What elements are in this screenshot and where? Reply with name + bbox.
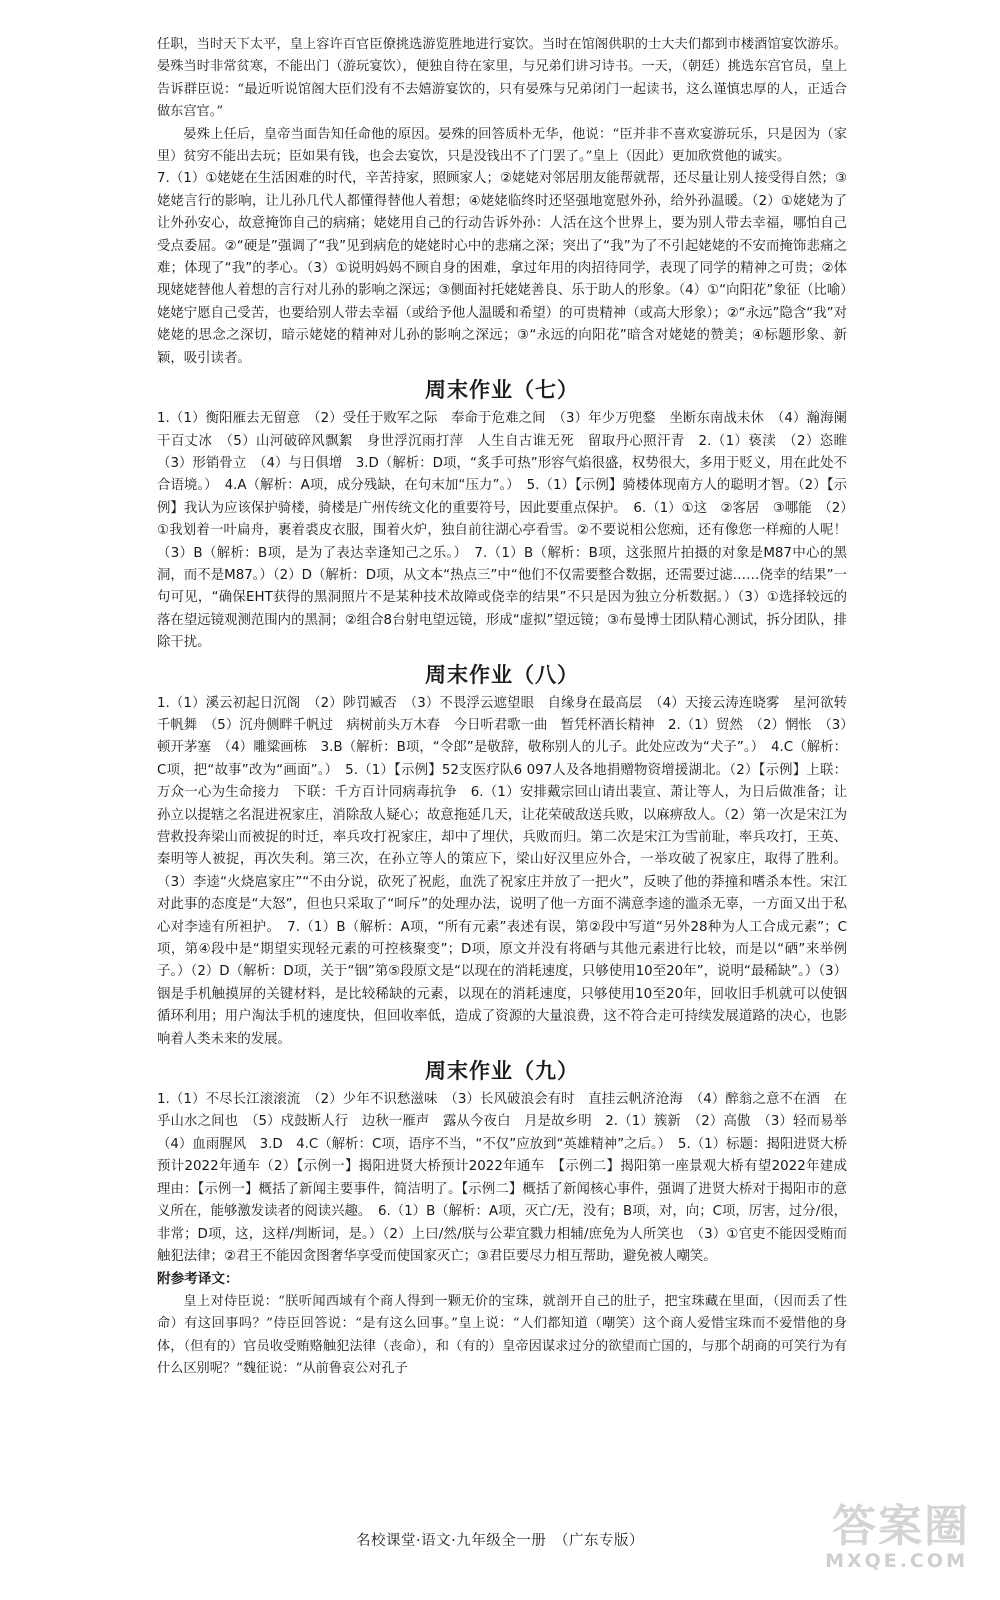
page-content [157,34,861,1380]
section-title-8: 周末作业（八） [425,662,579,687]
translation-top-paragraph: 晏殊上任后，皇帝当面告知任命他的原因。晏殊的回答质朴无华，他说：“臣并非不喜欢宴游玩乐，只是因为（家里）贫穷不能出去玩；臣如果有钱，也会去宴饮，只是没钱出不了门罢了。”皇上（因此）更加欣赏他的诚实。 [157,126,847,165]
watermark-url: MXQE.COM [825,1550,968,1572]
reference-translation-text: 皇上对侍臣说：“朕听闻西域有个商人得到一颗无价的宝珠，就剖开自己的肚子，把宝珠藏在里面，（因而丢了性命）有这回事吗？”侍臣回答说：“是有这么回事。”皇上说：“人们都知道（嘲笑）这个商人爱惜宝珠而不爱惜他的身体，（但有的）官员收受贿赂触犯法律（丧命），和（有的）皇帝因谋求过分的欲望而亡国的，与那个胡商的可笑行为有什么区别呢？”魏征说：“从前鲁哀公对孔子 [157,1293,847,1376]
watermark-logo [790,1502,970,1578]
section-title-9: 周末作业（九） [425,1059,579,1084]
translation-top-line: 任职，当时天下太平，皇上容许百官臣僚挑选游览胜地进行宴饮。当时在馆阁供职的士大夫们都到市楼酒馆宴饮游乐。晏殊当时非常贫寒，不能出门（游玩宴饮），便独自待在家里，与兄弟们讲习诗书。一天，（朝廷）挑选东宫官员，皇上告诉群臣说：“最近听说馆阁大臣们没有不去嬉游宴饮的，只有晏殊与兄弟闭门一起读书，这么谨慎忠厚的人，正适合做东宫官。” [157,37,847,120]
answer-7-previous: 7.（1）①姥姥在生活困难的时代，辛苦持家，照顾家人；②姥姥对邻居朋友能帮就帮，还尽量让别人接受得自然；③姥姥言行的影响，让儿孙几代人都懂得替他人着想；④姥姥临终时还坚强地宽慰外孙，给外孙温暖。（2）①姥姥为了让外孙安心，故意掩饰自己的病痛；姥姥用自己的行动告诉外孙：人活在这个世界上，要为别人带去幸福，哪怕自己受点委屈。②“硬是”强调了“我”见到病危的姥姥时心中的悲痛之深；突出了“我”为了不引起姥姥的不安而掩饰悲痛之难；体现了“我”的孝心。（3）①说明妈妈不顾自身的困难，拿过年用的肉招待同学，表现了同学的精神之可贵；②体现姥姥替他人着想的言行对儿孙的影响之深远；③侧面衬托姥姥善良、乐于助人的形象。（4）①“向阳花”象征（比喻）姥姥宁愿自己受苦，也要给别人带去幸福（或给予他人温暖和希望）的可贵精神（或高大形象）；②“永远”隐含“我”对姥姥的思念之深切，暗示姥姥的精神对儿孙的影响之深远；③“永远的向阳花”暗含对姥姥的赞美；④标题形象、新颖，吸引读者。 [157,171,847,366]
watermark-title: 答案圈 [832,1501,970,1552]
section-title-7: 周末作业（七） [425,378,579,403]
page-footer: 名校课堂·语文·九年级全一册 （广东专版） [356,1533,644,1549]
section-answers-8: 1.（1）溪云初起日沉阁 （2）陟罚臧否 （3）不畏浮云遮望眼 自缘身在最高层 （4）天接云涛连晓雾 星河欲转千帆舞 （5）沉舟侧畔千帆过 病树前头万木春 今日听君歌一曲 暂凭杯酒长精神 2.（1）贸然 （2）惘怅 （3）顿开茅塞 （4）雕粱画栋 3.B（解析：B项，“令郎”是敬辞，敬称别人的儿子。此处应改为“犬子”。） 4.C（解析：C项，把“故事”改为“画面”。） 5.（1）【示例】52支医疗队6 097人及各地捐赠物资增援湖北。（2）【示例】上联：万众一心为生命接力 下联：千方百计同病毒抗争 6.（1）安排戴宗回山请出裴宣、萧让等人，为日后做准备；让孙立以提辖之名混进祝家庄，消除敌人疑心；故意拖延几天，让花荣破敌送兵败，以麻痹敌人。（2）第一次是宋江为营救投奔梁山而被捉的时迁，率兵攻打祝家庄，却中了埋伏，兵败而归。第二次是宋江为雪前耻，率兵攻打，王英、秦明等人被捉，再次失利。第三次，在孙立等人的策应下，梁山好汉里应外合，一举攻破了祝家庄，取得了胜利。（3）李逵“火烧扈家庄”“不由分说，砍死了祝彪，血洗了祝家庄并放了一把火”，反映了他的莽撞和嗜杀本性。宋江对此事的态度是“大怒”，但也只采取了“呵斥”的处理办法，说明了他一方面不满意李逵的滥杀无辜，一方面又出于私心对李逵有所袒护。 7.（1）B（解析：A项，“所有元素”表述有误，第②段中写道“另外28种为人工合成元素”；C项，第④段中是“期望实现轻元素的可控核聚变”；D项，原文并没有将硒与其他元素进行比较，而是以“硒”来举例子。）（2）D（解析：D项，关于“铟”第⑤段原文是“以现在的消耗速度，只够使用10至20年”，说明“最稀缺”。）（3）铟是手机触摸屏的关键材料，是比较稀缺的元素，以现在的消耗速度，只够使用10至20年，回收旧手机就可以使铟循环利用；用户淘汰手机的速度快，但回收率低，造成了资源的大量浪费，这不符合走可持续发展道路的决心，也影响着人类未来的发展。 [157,695,847,1047]
reference-translation-title: 附参考译文： [157,1271,239,1288]
section-answers-7: 1.（1）衡阳雁去无留意 （2）受任于败军之际 奉命于危难之间 （3）年少万兜鍪 坐断东南战未休 （4）瀚海阑干百丈冰 （5）山河破碎风飘絮 身世浮沉雨打萍 人生自古谁无死 留取丹心照汗青 2.（1）亵渎 （2）恣睢 （3）形销骨立 （4）与日俱增 3.D（解析：D项，“炙手可热”形容气焰很盛，权势很大，多用于贬义，用在此处不合语境。） 4.A（解析：A项，成分残缺，在句末加“压力”。） 5.（1）【示例】骑楼体现南方人的聪明才智。（2）【示例】我认为应该保护骑楼，骑楼是广州传统文化的重要符号，因此要重点保护。 6.（1）①这 ②客居 ③哪能 （2）①我划着一叶扁舟，裹着裘皮衣服，围着火炉，独自前往湖心亭看雪。②不要说相公您痴，还有像您一样痴的人呢！（3）B（解析：B项，是为了表达幸逢知己之乐。） 7.（1）B（解析：B项，这张照片拍摄的对象是M87中心的黑洞，而不是M87。）（2）D（解析：D项，从文本“热点三”中“他们不仅需要整合数据，还需要过滤……侥幸的结果”一句可见，“确保EHT获得的黑洞照片不是某种技术故障或侥幸的结果”不只是因为独立分析数据。）（3）①选择较远的落在望远镜观测范围内的黑洞；②组合8台射电望远镜，形成“虚拟”望远镜；③布曼博士团队精心测试，拆分团队，排除干扰。 [157,411,861,651]
section-answers-9: 1.（1）不尽长江滚滚流 （2）少年不识愁滋味 （3）长风破浪会有时 直挂云帆济沧海 （4）醉翁之意不在酒 在乎山水之间也 （5）戍鼓断人行 边秋一雁声 露从今夜白 月是故乡明 2.（1）簇新 （2）高傲 （3）轻而易举 （4）血雨腥风 3.D 4.C（解析：C项，语序不当，“不仅”应放到“英雄精神”之后。） 5.（1）标题：揭阳进贤大桥预计2022年通车（2）【示例一】揭阳进贤大桥预计2022年通车 【示例二】揭阳第一座景观大桥有望2022年建成 理由：【示例一】概括了新闻主要事件，简洁明了。【示例二】概括了新闻核心事件，强调了进贤大桥对于揭阳市的意义所在，能够激发读者的阅读兴趣。 6.（1）B（解析：A项，灭亡/无，没有；B项，对，向；C项，厉害，过分/很，非常；D项，这，这样/判断词，是。）（2）上曰/然/朕与公辈宜戮力相辅/庶免为人所笑也 （3）①官吏不能因受贿而触犯法律；②君王不能因贪图奢华享受而使国家灭亡；③君臣要尽力相互帮助，避免被人嘲笑。 [157,1092,861,1264]
